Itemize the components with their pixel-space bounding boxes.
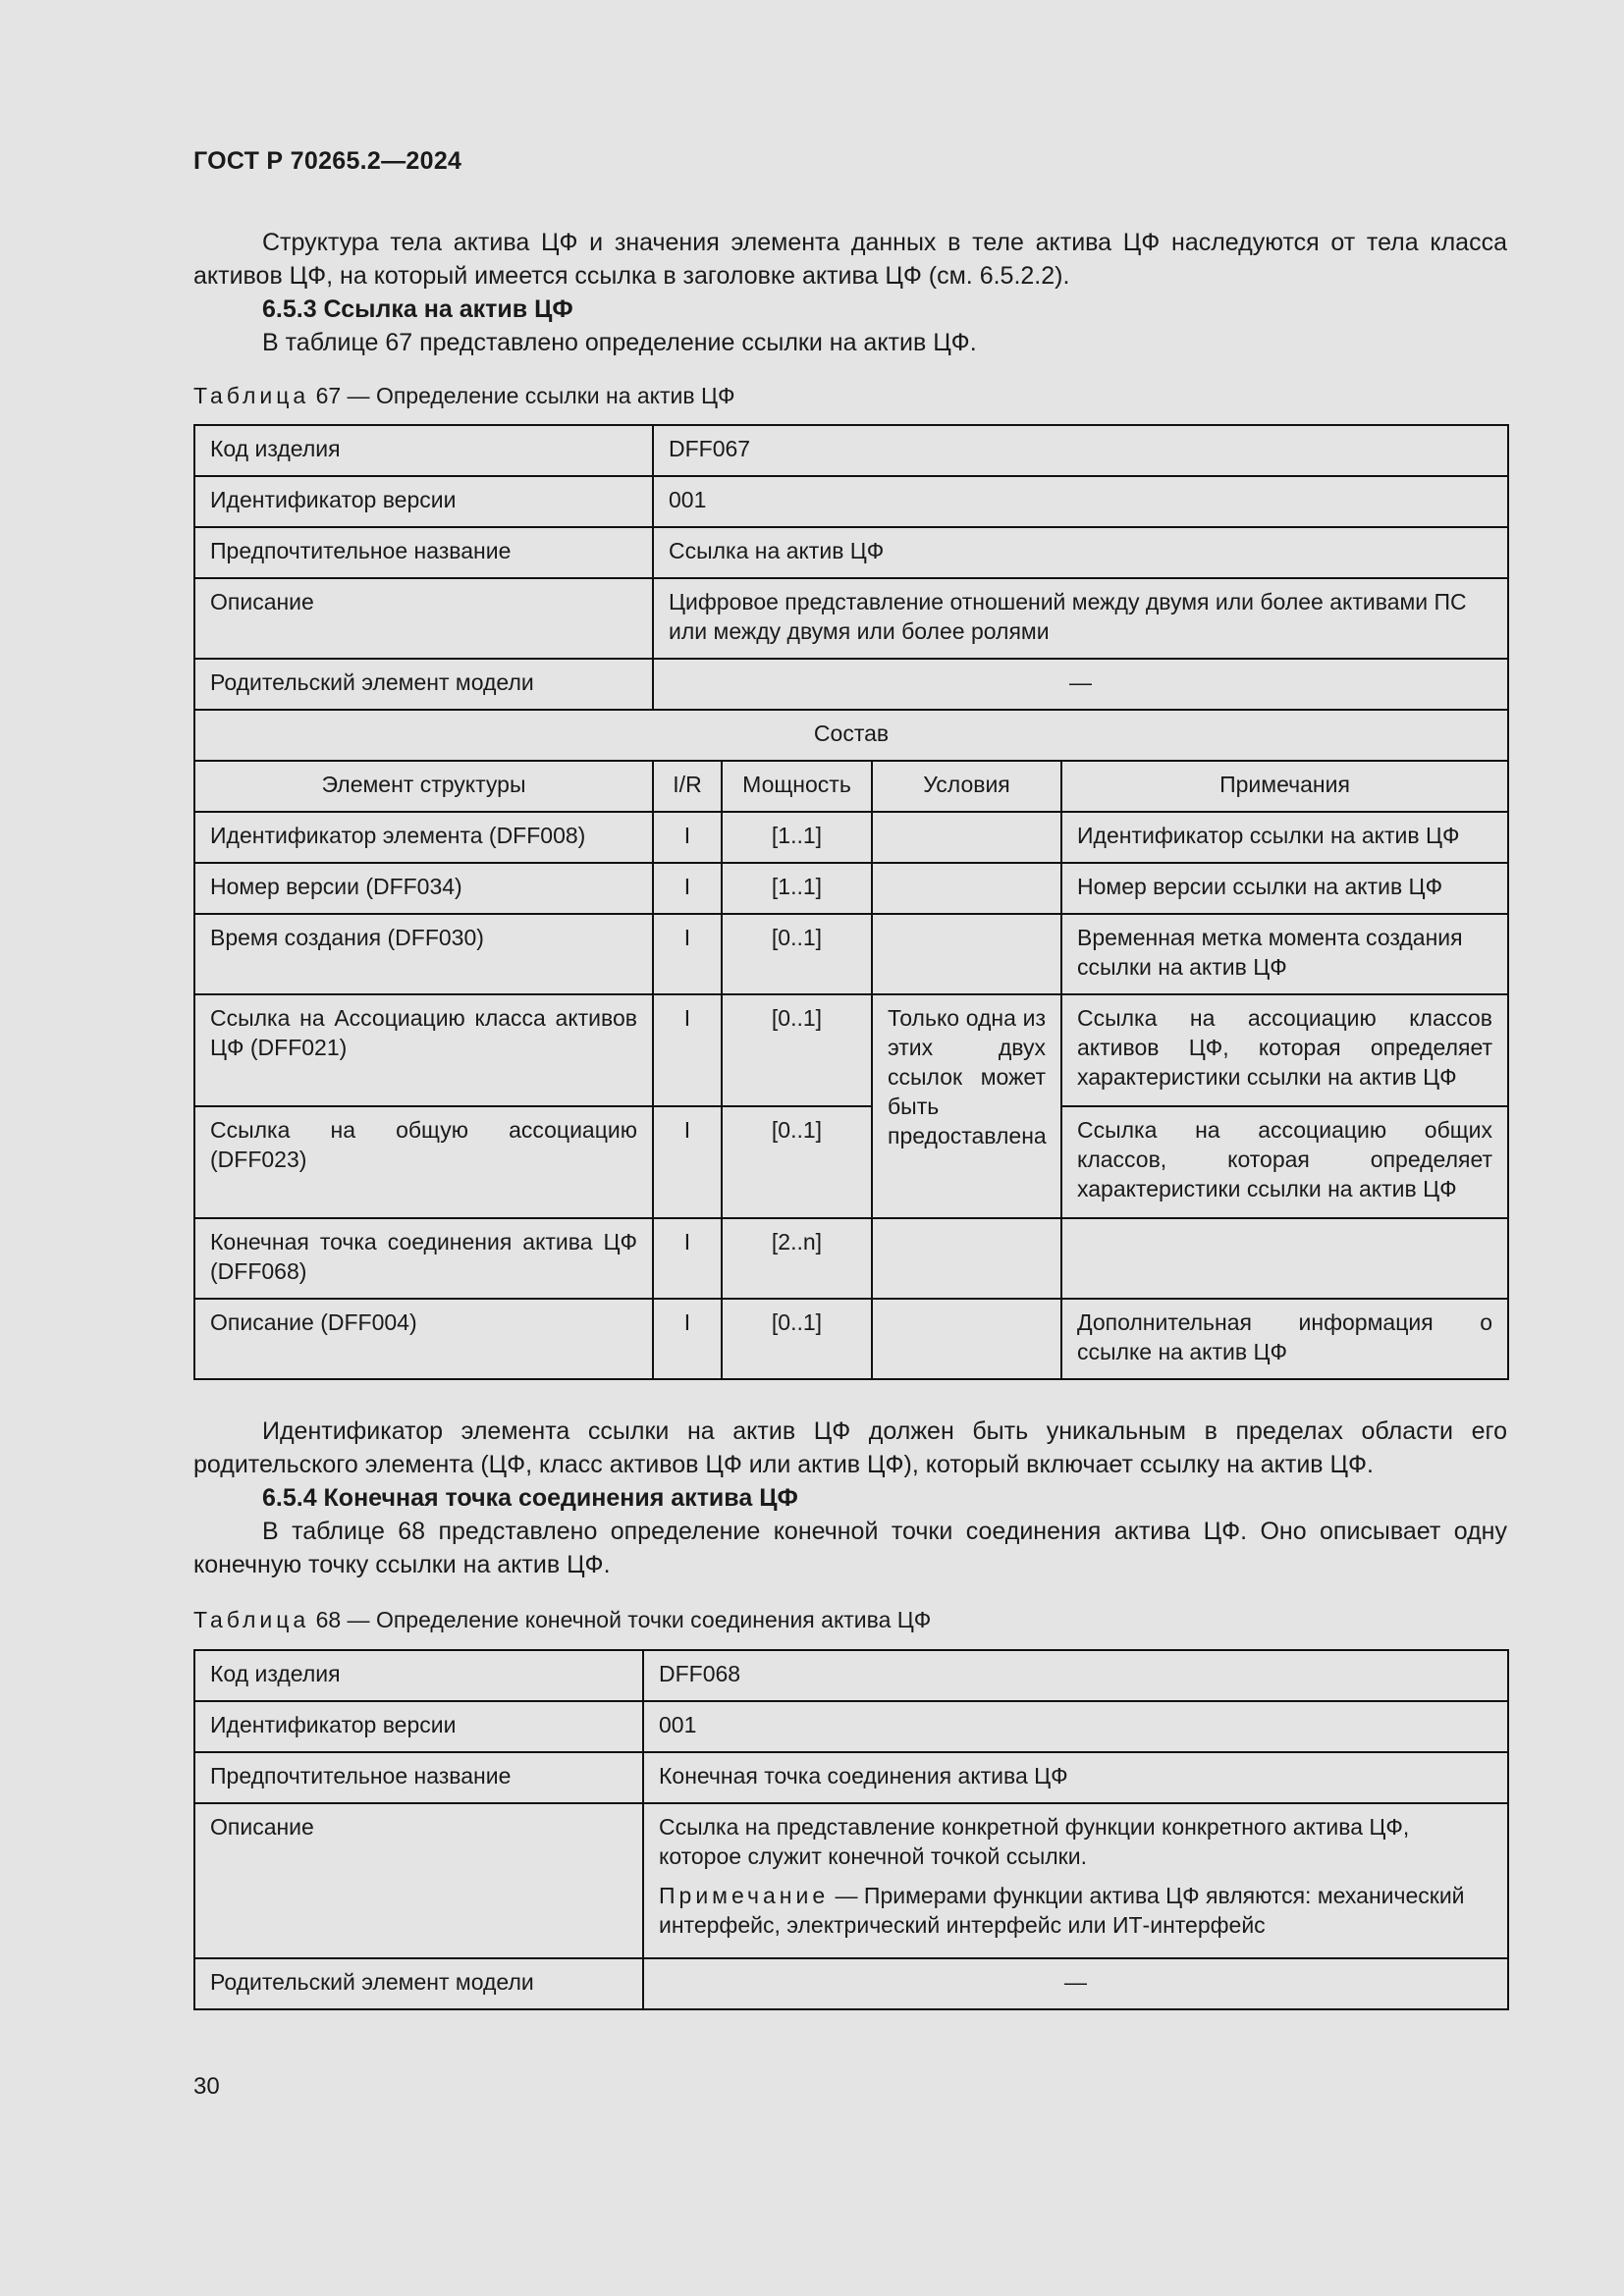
- meta-key: Предпочтительное название: [194, 1752, 643, 1803]
- cell-cardinality: [0..1]: [722, 1106, 872, 1218]
- table-row: [194, 1803, 1508, 1958]
- column-header: Мощность: [722, 761, 872, 812]
- table-row: [194, 914, 1508, 994]
- meta-key: Код изделия: [194, 1650, 643, 1701]
- table67-caption: [193, 383, 735, 409]
- table68-reference-paragraph: В таблице 68 представлено определение конечной точки соединения актива ЦФ. Оно описывает одну конечную точку ссылки на актив ЦФ.: [193, 1518, 1507, 1578]
- cell-element: Номер версии (DFF034): [194, 863, 653, 914]
- cell-ir: I: [653, 914, 722, 994]
- meta-value: Цифровое представление отношений между двумя или более активами ПС или между двумя или более ролями: [653, 578, 1508, 659]
- table67-caption-text: 67 — Определение ссылки на актив ЦФ: [315, 383, 735, 408]
- meta-value: 001: [643, 1701, 1508, 1752]
- table-row: [194, 1299, 1508, 1379]
- composition-title: Состав: [194, 710, 1508, 761]
- meta-value-description: [643, 1803, 1508, 1958]
- meta-key: Код изделия: [194, 425, 653, 476]
- meta-value: —: [653, 659, 1508, 710]
- cell-cardinality: [0..1]: [722, 1299, 872, 1379]
- page-number: 30: [193, 2073, 220, 2100]
- cell-element: Ссылка на общую ассоциацию (DFF023): [194, 1106, 653, 1218]
- column-header: Условия: [872, 761, 1061, 812]
- cell-condition: [872, 812, 1061, 863]
- cell-condition: [872, 1299, 1061, 1379]
- meta-value: DFF067: [653, 425, 1508, 476]
- cell-note: Временная метка момента создания ссылки на актив ЦФ: [1061, 914, 1508, 994]
- meta-value: DFF068: [643, 1650, 1508, 1701]
- column-header: Примечания: [1061, 761, 1508, 812]
- section-heading-6-5-4: 6.5.4 Конечная точка соединения актива ЦФ: [262, 1484, 798, 1512]
- section-heading-6-5-3: 6.5.3 Ссылка на актив ЦФ: [262, 295, 573, 323]
- table-row: [194, 863, 1508, 914]
- cell-cardinality: [0..1]: [722, 994, 872, 1106]
- cell-ir: I: [653, 863, 722, 914]
- meta-key: Родительский элемент модели: [194, 1958, 643, 2009]
- column-header: Элемент структуры: [194, 761, 653, 812]
- table-row: [194, 1752, 1508, 1803]
- table-row: [194, 1958, 1508, 2009]
- table68-caption-label: Таблица: [193, 1607, 310, 1632]
- table-row: [194, 1106, 1508, 1218]
- cell-element: Конечная точка соединения актива ЦФ (DFF068): [194, 1218, 653, 1299]
- meta-key: Идентификатор версии: [194, 476, 653, 527]
- table-row: [194, 1701, 1508, 1752]
- meta-key: Описание: [194, 578, 653, 659]
- meta-key: Описание: [194, 1803, 643, 1958]
- description-note: [659, 1881, 1492, 1940]
- table-row: [194, 476, 1508, 527]
- table68-caption: [193, 1607, 931, 1633]
- meta-value: 001: [653, 476, 1508, 527]
- cell-element: Время создания (DFF030): [194, 914, 653, 994]
- cell-note: Ссылка на ассоциацию классов активов ЦФ, которая определяет характеристики ссылки на актив ЦФ: [1061, 994, 1508, 1106]
- middle-block: [193, 1415, 1507, 1581]
- intro-paragraph: Структура тела актива ЦФ и значения элемента данных в теле актива ЦФ наследуются от тела класса активов ЦФ, на который имеется ссылка в заголовке актива ЦФ (см. 6.5.2.2).: [193, 229, 1507, 290]
- table68-caption-text: 68 — Определение конечной точки соединения актива ЦФ: [315, 1607, 932, 1632]
- meta-key: Предпочтительное название: [194, 527, 653, 578]
- table-68: [193, 1649, 1509, 2010]
- table-row: [194, 659, 1508, 710]
- cell-ir: I: [653, 1106, 722, 1218]
- cell-condition-merged: Только одна из этих двух ссылок может быть предоставлена: [872, 994, 1061, 1218]
- table-row: [194, 812, 1508, 863]
- table-header-row: [194, 761, 1508, 812]
- column-header: I/R: [653, 761, 722, 812]
- table67-reference-paragraph: В таблице 67 представлено определение ссылки на актив ЦФ.: [262, 329, 977, 356]
- table-row: [194, 1218, 1508, 1299]
- table-row: [194, 710, 1508, 761]
- table-row: [194, 527, 1508, 578]
- cell-condition: [872, 1218, 1061, 1299]
- document-page: [193, 0, 1507, 2296]
- table-67: [193, 424, 1509, 1380]
- table-row: [194, 425, 1508, 476]
- intro-block: [193, 226, 1507, 359]
- meta-value: Ссылка на актив ЦФ: [653, 527, 1508, 578]
- note-label: Примечание: [659, 1883, 830, 1908]
- cell-note: Ссылка на ассоциацию общих классов, которая определяет характеристики ссылки на актив ЦФ: [1061, 1106, 1508, 1218]
- document-code-header: ГОСТ Р 70265.2—2024: [193, 147, 462, 175]
- meta-value: —: [643, 1958, 1508, 2009]
- table67-caption-label: Таблица: [193, 383, 310, 408]
- cell-ir: I: [653, 994, 722, 1106]
- table-row: [194, 578, 1508, 659]
- cell-note: Дополнительная информация о ссылке на актив ЦФ: [1061, 1299, 1508, 1379]
- meta-key: Идентификатор версии: [194, 1701, 643, 1752]
- cell-element: Идентификатор элемента (DFF008): [194, 812, 653, 863]
- cell-cardinality: [1..1]: [722, 812, 872, 863]
- description-text: Ссылка на представление конкретной функции конкретного актива ЦФ, которое служит конечной точкой ссылки.: [659, 1814, 1410, 1869]
- cell-ir: I: [653, 812, 722, 863]
- note-text: — Примерами функции актива ЦФ являются: механический интерфейс, электрический интерфейс или ИТ-интерфейс: [659, 1883, 1465, 1938]
- cell-element: Описание (DFF004): [194, 1299, 653, 1379]
- cell-cardinality: [2..n]: [722, 1218, 872, 1299]
- table-row: [194, 994, 1508, 1106]
- cell-note: Идентификатор ссылки на актив ЦФ: [1061, 812, 1508, 863]
- cell-condition: [872, 863, 1061, 914]
- uniqueness-paragraph: Идентификатор элемента ссылки на актив ЦФ должен быть уникальным в пределах области его родительского элемента (ЦФ, класс активов ЦФ или актив ЦФ), который включает ссылку на актив ЦФ.: [193, 1417, 1507, 1478]
- cell-note: [1061, 1218, 1508, 1299]
- cell-ir: I: [653, 1218, 722, 1299]
- cell-cardinality: [1..1]: [722, 863, 872, 914]
- cell-element: Ссылка на Ассоциацию класса активов ЦФ (DFF021): [194, 994, 653, 1106]
- meta-key: Родительский элемент модели: [194, 659, 653, 710]
- cell-ir: I: [653, 1299, 722, 1379]
- cell-cardinality: [0..1]: [722, 914, 872, 994]
- cell-condition: [872, 914, 1061, 994]
- table-row: [194, 1650, 1508, 1701]
- meta-value: Конечная точка соединения актива ЦФ: [643, 1752, 1508, 1803]
- cell-note: Номер версии ссылки на актив ЦФ: [1061, 863, 1508, 914]
